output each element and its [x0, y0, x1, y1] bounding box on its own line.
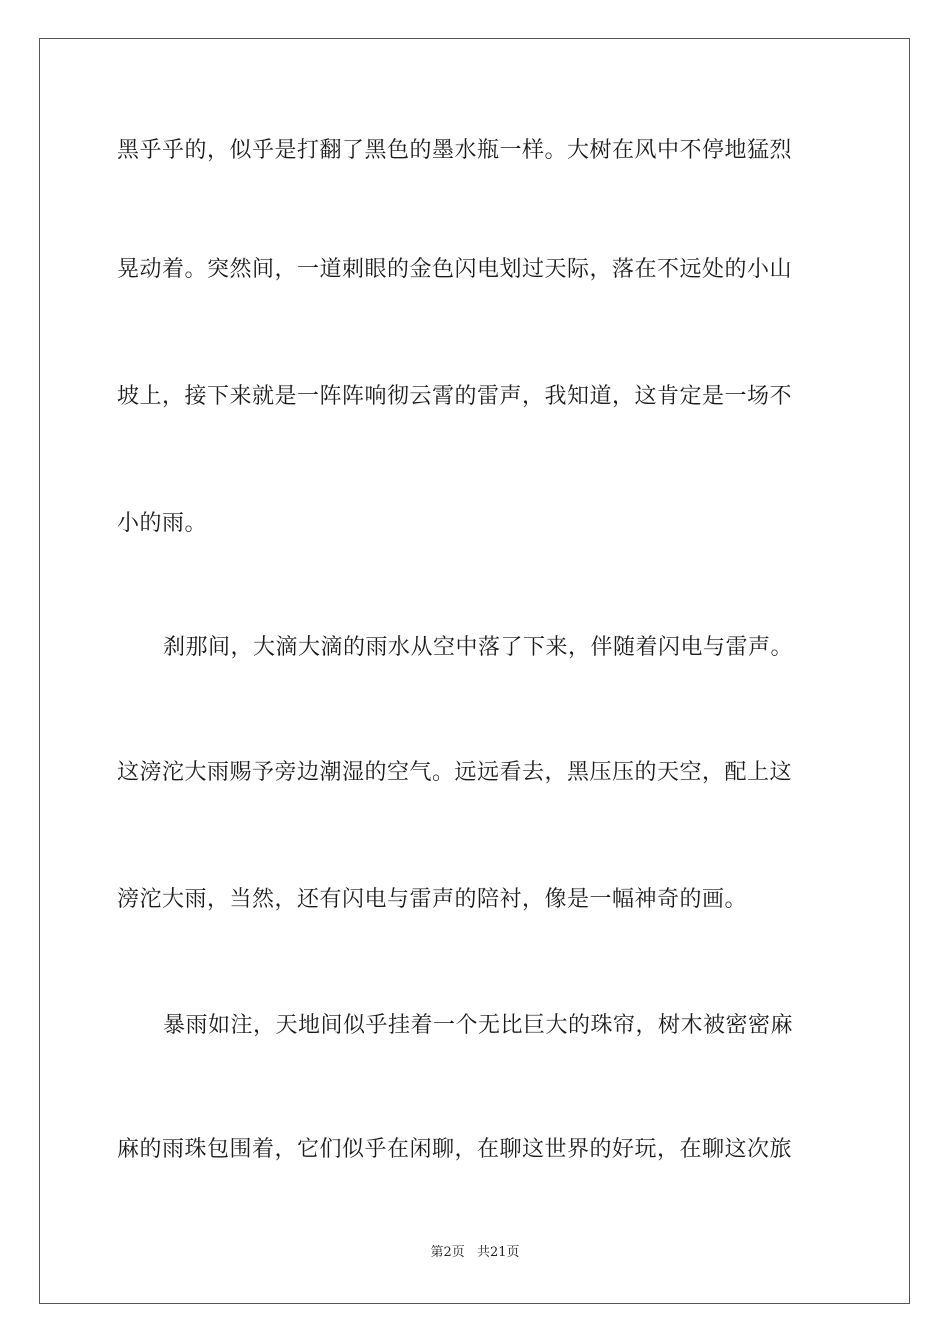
paragraph-first-line: 刹那间，大滴大滴的雨水从空中落了下来，伴随着闪电与雷声。 [163, 635, 794, 660]
text-line: 这滂沱大雨赐予旁边潮湿的空气。远远看去，黑压压的天空，配上这 [117, 760, 793, 785]
text-line: 晃动着。突然间，一道刺眼的金色闪电划过天际，落在不远处的小山 [117, 257, 793, 282]
text-line: 麻的雨珠包围着，它们似乎在闲聊，在聊这世界的好玩，在聊这次旅 [117, 1137, 793, 1162]
paragraph-first-line: 暴雨如注，天地间似乎挂着一个无比巨大的珠帘，树木被密密麻 [163, 1013, 794, 1038]
text-line: 坡上，接下来就是一阵阵响彻云霄的雷声，我知道，这肯定是一场不 [117, 384, 793, 409]
page-number: 第2页 [430, 1245, 465, 1260]
page-footer [0, 1244, 950, 1262]
page-total: 共21页 [476, 1245, 520, 1260]
page-frame [39, 38, 910, 1304]
text-line: 小的雨。 [117, 511, 208, 536]
text-line: 滂沱大雨，当然，还有闪电与雷声的陪衬，像是一幅神奇的画。 [117, 887, 748, 912]
text-line: 黑乎乎的，似乎是打翻了黑色的墨水瓶一样。大树在风中不停地猛烈 [117, 138, 793, 163]
